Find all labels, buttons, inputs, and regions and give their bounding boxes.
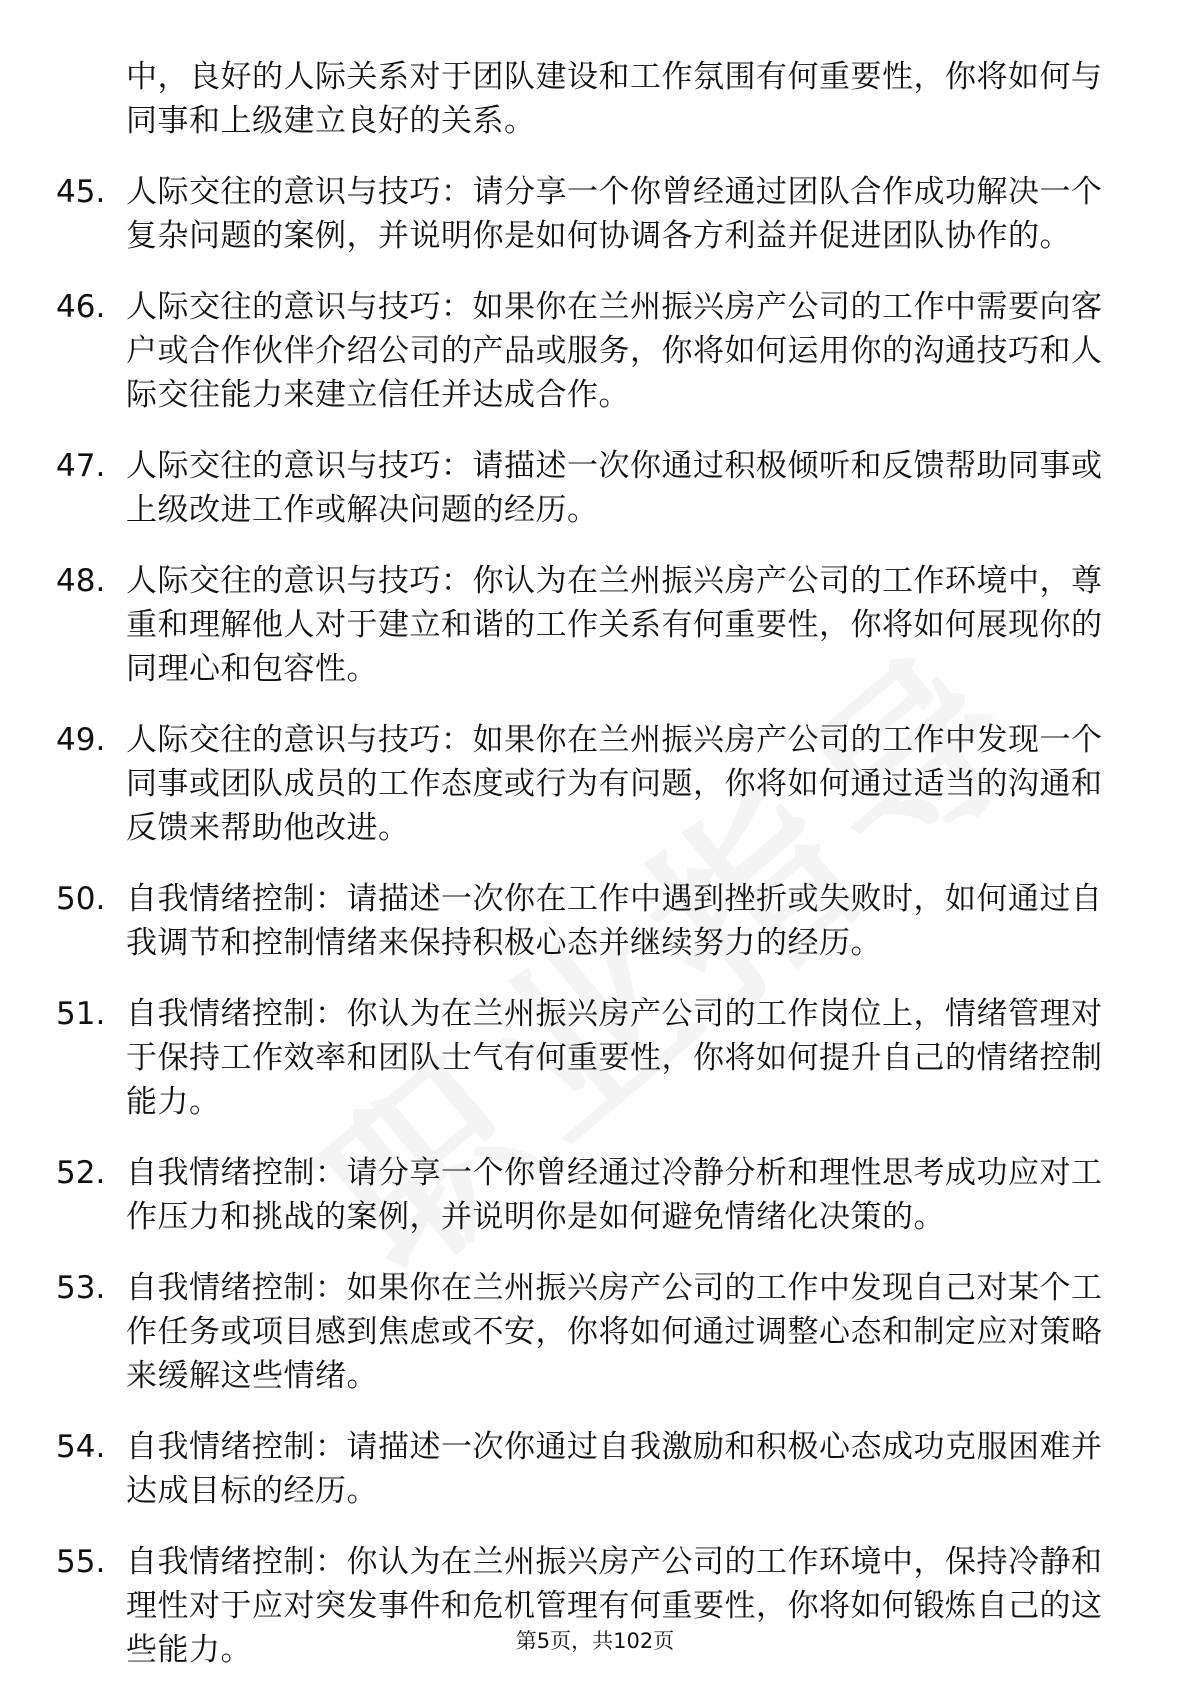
question-text: 自我情绪控制：如果你在兰州振兴房产公司的工作中发现自己对某个工作任务或项目感到焦虑或不安，你将如何通过调整心态和制定应对策略来缓解这些情绪。: [126, 1270, 1103, 1394]
question-text: 自我情绪控制：请分享一个你曾经通过冷静分析和理性思考成功应对工作压力和挑战的案例，并说明你是如何避免情绪化决策的。: [126, 1155, 1103, 1235]
question-number: 51.: [56, 996, 106, 1032]
question-item: [0, 55, 1190, 143]
question-item: [0, 285, 1190, 417]
question-number: 54.: [56, 1429, 106, 1465]
question-item: [0, 444, 1190, 532]
question-item: [0, 718, 1190, 850]
question-number: 45.: [56, 174, 106, 210]
question-text: 人际交往的意识与技巧：你认为在兰州振兴房产公司的工作环境中，尊重和理解他人对于建立和谐的工作关系有何重要性，你将如何展现你的同理心和包容性。: [126, 563, 1103, 687]
question-text: 人际交往的意识与技巧：如果你在兰州振兴房产公司的工作中需要向客户或合作伙伴介绍公司的产品或服务，你将如何运用你的沟通技巧和人际交往能力来建立信任并达成合作。: [126, 289, 1103, 413]
question-text: 自我情绪控制：你认为在兰州振兴房产公司的工作岗位上，情绪管理对于保持工作效率和团队士气有何重要性，你将如何提升自己的情绪控制能力。: [126, 996, 1103, 1120]
question-text: 人际交往的意识与技巧：请描述一次你通过积极倾听和反馈帮助同事或上级改进工作或解决问题的经历。: [126, 448, 1103, 528]
question-text: 自我情绪控制：请描述一次你通过自我激励和积极心态成功克服困难并达成目标的经历。: [126, 1429, 1103, 1509]
question-number: 55.: [56, 1544, 106, 1580]
question-item: [0, 1425, 1190, 1513]
question-number: 50.: [56, 881, 106, 917]
question-item: [0, 877, 1190, 965]
question-number: 48.: [56, 563, 106, 599]
question-number: 49.: [56, 722, 106, 758]
question-text: 人际交往的意识与技巧：如果你在兰州振兴房产公司的工作中发现一个同事或团队成员的工作态度或行为有问题，你将如何通过适当的沟通和反馈来帮助他改进。: [126, 722, 1103, 846]
question-text: 中，良好的人际关系对于团队建设和工作氛围有何重要性，你将如何与同事和上级建立良好的关系。: [126, 59, 1103, 139]
question-number: 46.: [56, 289, 106, 325]
question-number: 47.: [56, 448, 106, 484]
question-item: [0, 992, 1190, 1124]
question-text: 人际交往的意识与技巧：请分享一个你曾经通过团队合作成功解决一个复杂问题的案例，并说明你是如何协调各方利益并促进团队协作的。: [126, 174, 1103, 254]
question-item: [0, 1266, 1190, 1398]
question-list: [0, 55, 1190, 1699]
question-item: [0, 1151, 1190, 1239]
question-text: 自我情绪控制：你认为在兰州振兴房产公司的工作环境中，保持冷静和理性对于应对突发事件和危机管理有何重要性，你将如何锻炼自己的这些能力。: [126, 1544, 1103, 1668]
question-item: [0, 170, 1190, 258]
question-item: [0, 559, 1190, 691]
question-number: 53.: [56, 1270, 106, 1306]
page-footer: 第5页，共102页: [515, 1629, 675, 1653]
question-text: 自我情绪控制：请描述一次你在工作中遇到挫折或失败时，如何通过自我调节和控制情绪来保持积极心态并继续努力的经历。: [126, 881, 1103, 961]
question-number: 52.: [56, 1155, 106, 1191]
